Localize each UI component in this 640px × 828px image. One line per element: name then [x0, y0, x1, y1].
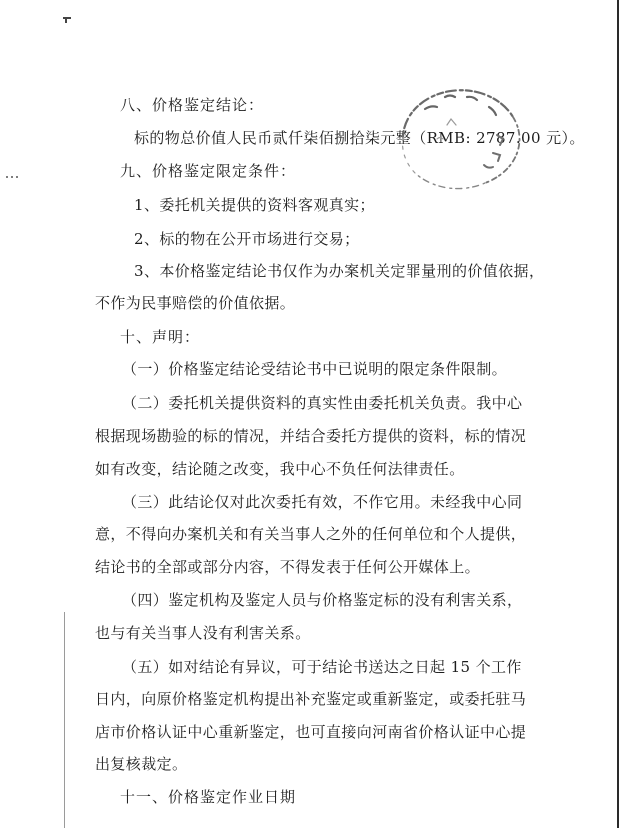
statement-5: （五）如对结论有异议，可于结论书送达之日起 15 个工作: [122, 658, 522, 676]
condition-3-cont: 不作为民事赔偿的价值依据。: [95, 294, 296, 312]
page-edge-right: [617, 0, 619, 828]
section-8-conclusion: 标的物总价值人民币贰仟柒佰捌拾柒元整（RMB: 2787.00 元）。: [134, 129, 585, 147]
section-9-heading: 九、价格鉴定限定条件：: [120, 162, 297, 180]
statement-5-line-3: 店市价格认证中心重新鉴定，也可直接向河南省价格认证中心提: [95, 723, 527, 741]
scan-speck: [6, 176, 20, 179]
statement-2-line-2: 根据现场勘验的标的情况，并结合委托方提供的资料，标的情况: [95, 427, 527, 445]
section-8-heading: 八、价格鉴定结论：: [120, 96, 265, 114]
condition-3: 3、本价格鉴定结论书仅作为办案机关定罪量刑的价值依据，: [134, 262, 545, 280]
page-edge-left: [64, 612, 65, 828]
statement-3-line-2: 意，不得向办案机关和有关当事人之外的任何单位和个人提供，: [95, 525, 527, 543]
section-10-heading: 十、声明：: [120, 328, 201, 346]
condition-1: 1、委托机关提供的资料客观真实；: [134, 196, 375, 214]
statement-2: （二）委托机关提供资料的真实性由委托机关负责。我中心: [122, 394, 523, 412]
statement-3-line-3: 结论书的全部或部分内容，不得发表于任何公开媒体上。: [95, 558, 481, 576]
official-seal-icon: [385, 75, 535, 195]
statement-1: （一）价格鉴定结论受结论书中已说明的限定条件限制。: [122, 360, 508, 378]
statement-5-line-2: 日内，向原价格鉴定机构提出补充鉴定或重新鉴定，或委托驻马: [95, 690, 527, 708]
statement-2-line-3: 如有改变，结论随之改变，我中心不负任何法律责任。: [95, 460, 465, 478]
condition-2: 2、标的物在公开市场进行交易；: [134, 230, 360, 248]
statement-3: （三）此结论仅对此次委托有效，不作它用。未经我中心同: [122, 493, 523, 511]
statement-5-line-4: 出复核裁定。: [95, 755, 188, 773]
section-11-heading: 十一、价格鉴定作业日期: [120, 788, 297, 806]
corner-mark: [63, 17, 73, 23]
statement-4: （四）鉴定机构及鉴定人员与价格鉴定标的没有利害关系，: [122, 591, 523, 609]
statement-4-line-2: 也与有关当事人没有利害关系。: [95, 624, 311, 642]
